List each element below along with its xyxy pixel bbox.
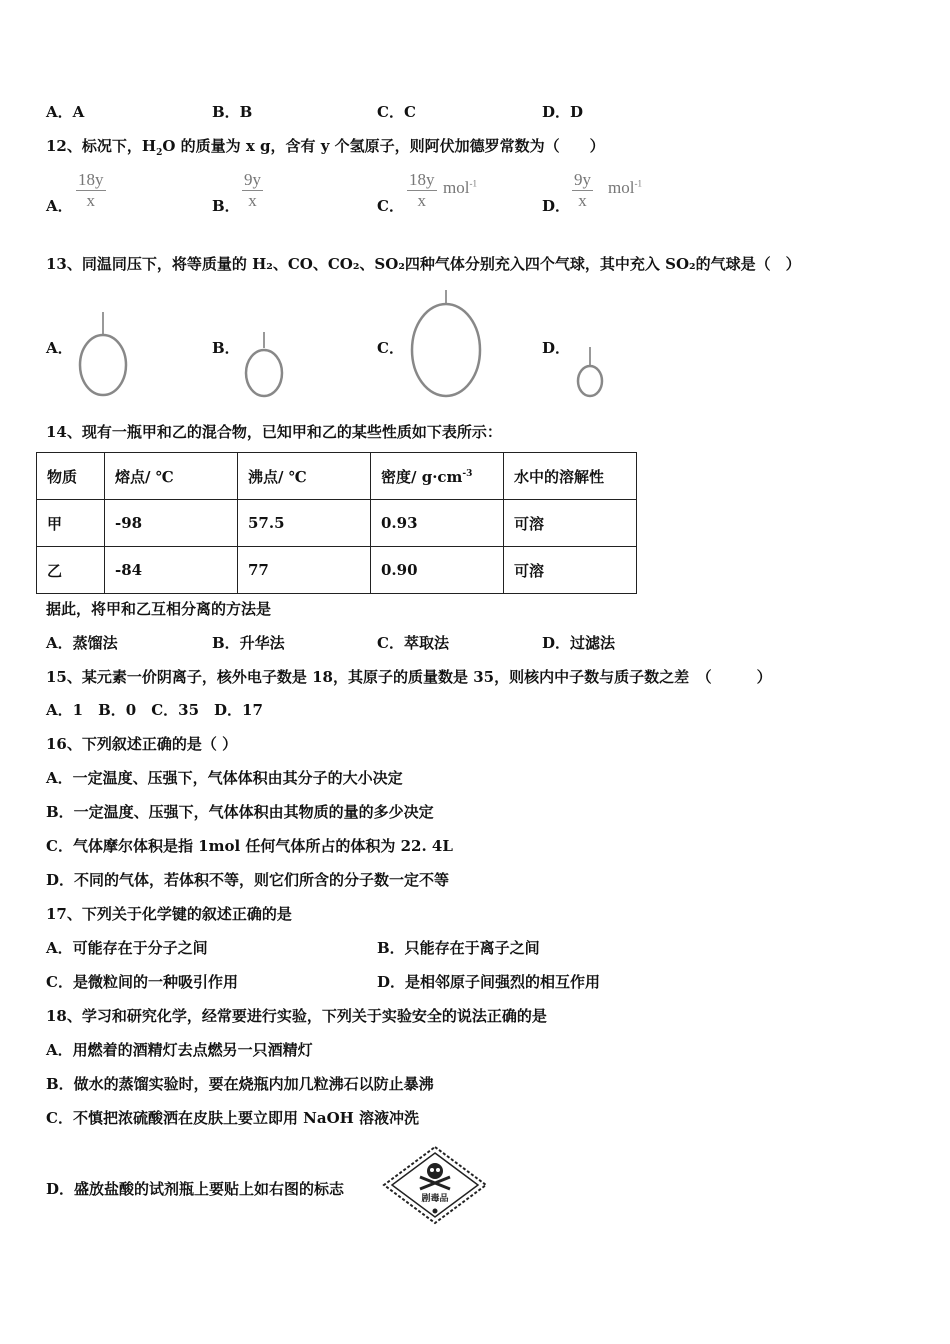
- cell: -84: [105, 547, 238, 594]
- q11-option-c: C．C: [377, 103, 416, 121]
- header-cell: 熔点/ ℃: [105, 453, 238, 500]
- unit-text: mol: [608, 178, 635, 197]
- denominator: x: [578, 191, 587, 210]
- table-header-row: [37, 453, 637, 500]
- denominator: x: [86, 191, 95, 210]
- q14-option-a: A．蒸馏法: [46, 634, 118, 652]
- balloon-c-image: [405, 288, 485, 400]
- q15-stem: 15、某元素一价阴离子，核外电子数是 18，其原子的质量数是 35，则核内中子数与质子数之差 （ ）: [46, 668, 772, 686]
- q13-option-d: D．: [542, 339, 571, 357]
- q18-option-a: A．用燃着的酒精灯去点燃另一只酒精灯: [46, 1041, 313, 1059]
- table-row: [37, 500, 637, 547]
- cell: 可溶: [504, 547, 637, 594]
- numerator: 9y: [574, 170, 591, 189]
- q16-option-a: A．一定温度、压强下，气体体积由其分子的大小决定: [46, 769, 403, 787]
- balloon-b-image: [240, 330, 290, 400]
- q14-follow: 据此，将甲和乙互相分离的方法是: [46, 600, 272, 618]
- cell: 可溶: [504, 500, 637, 547]
- q15-options: A．1 B．0 C．35 D．17: [46, 701, 263, 719]
- q16-stem: 16、下列叙述正确的是（ ）: [46, 735, 238, 753]
- unit-text: mol: [443, 178, 470, 197]
- q17-stem: 17、下列关于化学键的叙述正确的是: [46, 905, 292, 923]
- denominator: x: [248, 191, 257, 210]
- q12-option-label: D．: [542, 197, 571, 215]
- balloon-d-image: [570, 345, 610, 400]
- cell: -98: [105, 500, 238, 547]
- numerator: 18y: [78, 170, 104, 189]
- balloon-a-image: [70, 310, 140, 400]
- q14-option-b: B．升华法: [212, 634, 285, 652]
- q13-stem: 13、同温同压下，将等质量的 H₂、CO、CO₂、SO₂四种气体分别充入四个气球，其中充入 SO₂的气球是（ ）: [46, 255, 801, 273]
- q16-option-b: B．一定温度、压强下，气体体积由其物质的量的多少决定: [46, 803, 434, 821]
- q12-stem-text: 12、标况下，H: [46, 137, 157, 155]
- poison-sign-icon: [380, 1143, 490, 1225]
- numerator: 9y: [244, 170, 261, 189]
- q14-option-c: C．萃取法: [377, 634, 449, 652]
- q12-fraction: [572, 170, 642, 211]
- table-row: [37, 547, 637, 594]
- q12-fraction: [407, 170, 477, 211]
- q13-option-b: B．: [212, 339, 240, 357]
- q12-fraction: [242, 170, 263, 211]
- cell: 77: [238, 547, 371, 594]
- q12-fraction: [76, 170, 106, 211]
- q12-option-label: A．: [46, 197, 73, 215]
- density-header: 密度/ g·cm: [381, 467, 463, 486]
- cell: 0.90: [371, 547, 504, 594]
- cell: 57.5: [238, 500, 371, 547]
- q12-option-label: B．: [212, 197, 240, 215]
- q12-sub: 2: [156, 148, 163, 158]
- q17-option-d: D．是相邻原子间强烈的相互作用: [377, 973, 601, 991]
- q17-option-b: B．只能存在于离子之间: [377, 939, 540, 957]
- cell: 0.93: [371, 500, 504, 547]
- cell: 甲: [37, 500, 105, 547]
- unit: [443, 178, 477, 198]
- q16-option-c: C．气体摩尔体积是指 1mol 任何气体所占的体积为 22. 4L: [46, 837, 453, 855]
- q18-stem: 18、学习和研究化学，经常要进行实验，下列关于实验安全的说法正确的是: [46, 1007, 547, 1025]
- q12-stem: [46, 136, 605, 163]
- cell: 乙: [37, 547, 105, 594]
- q16-option-d: D．不同的气体，若体积不等，则它们所含的分子数一定不等: [46, 871, 450, 889]
- q11-option-a: A．A: [46, 103, 85, 121]
- header-cell: 水中的溶解性: [504, 453, 637, 500]
- q14-option-d: D．过滤法: [542, 634, 616, 652]
- q12-stem-rest: O 的质量为 x g，含有 y 个氢原子，则阿伏加德罗常数为（ ）: [162, 137, 605, 155]
- q14-stem: 14、现有一瓶甲和乙的混合物，已知甲和乙的某些性质如下表所示：: [46, 423, 502, 441]
- denominator: x: [417, 191, 426, 210]
- density-exp: -3: [462, 468, 473, 479]
- unit-exp: -1: [634, 178, 642, 189]
- q18-option-b: B．做水的蒸馏实验时，要在烧瓶内加几粒沸石以防止暴沸: [46, 1075, 434, 1093]
- q18-option-c: C．不慎把浓硫酸洒在皮肤上要立即用 NaOH 溶液冲洗: [46, 1109, 420, 1127]
- q13-option-a: A．: [46, 339, 73, 357]
- q11-option-d: D．D: [542, 103, 584, 121]
- q13-option-c: C．: [377, 339, 404, 357]
- sign-label: 剧毒品: [421, 1194, 449, 1204]
- q17-option-c: C．是微粒间的一种吸引作用: [46, 973, 238, 991]
- numerator: 18y: [409, 170, 435, 189]
- header-cell: 物质: [37, 453, 105, 500]
- unit-exp: -1: [469, 178, 477, 189]
- header-cell: [371, 453, 504, 500]
- q11-option-b: B．B: [212, 103, 253, 121]
- header-cell: 沸点/ ℃: [238, 453, 371, 500]
- unit: [608, 178, 642, 198]
- q12-option-label: C．: [377, 197, 404, 215]
- q18-option-d: D．盛放盐酸的试剂瓶上要贴上如右图的标志: [46, 1180, 345, 1198]
- properties-table: [36, 452, 637, 594]
- q17-option-a: A．可能存在于分子之间: [46, 939, 208, 957]
